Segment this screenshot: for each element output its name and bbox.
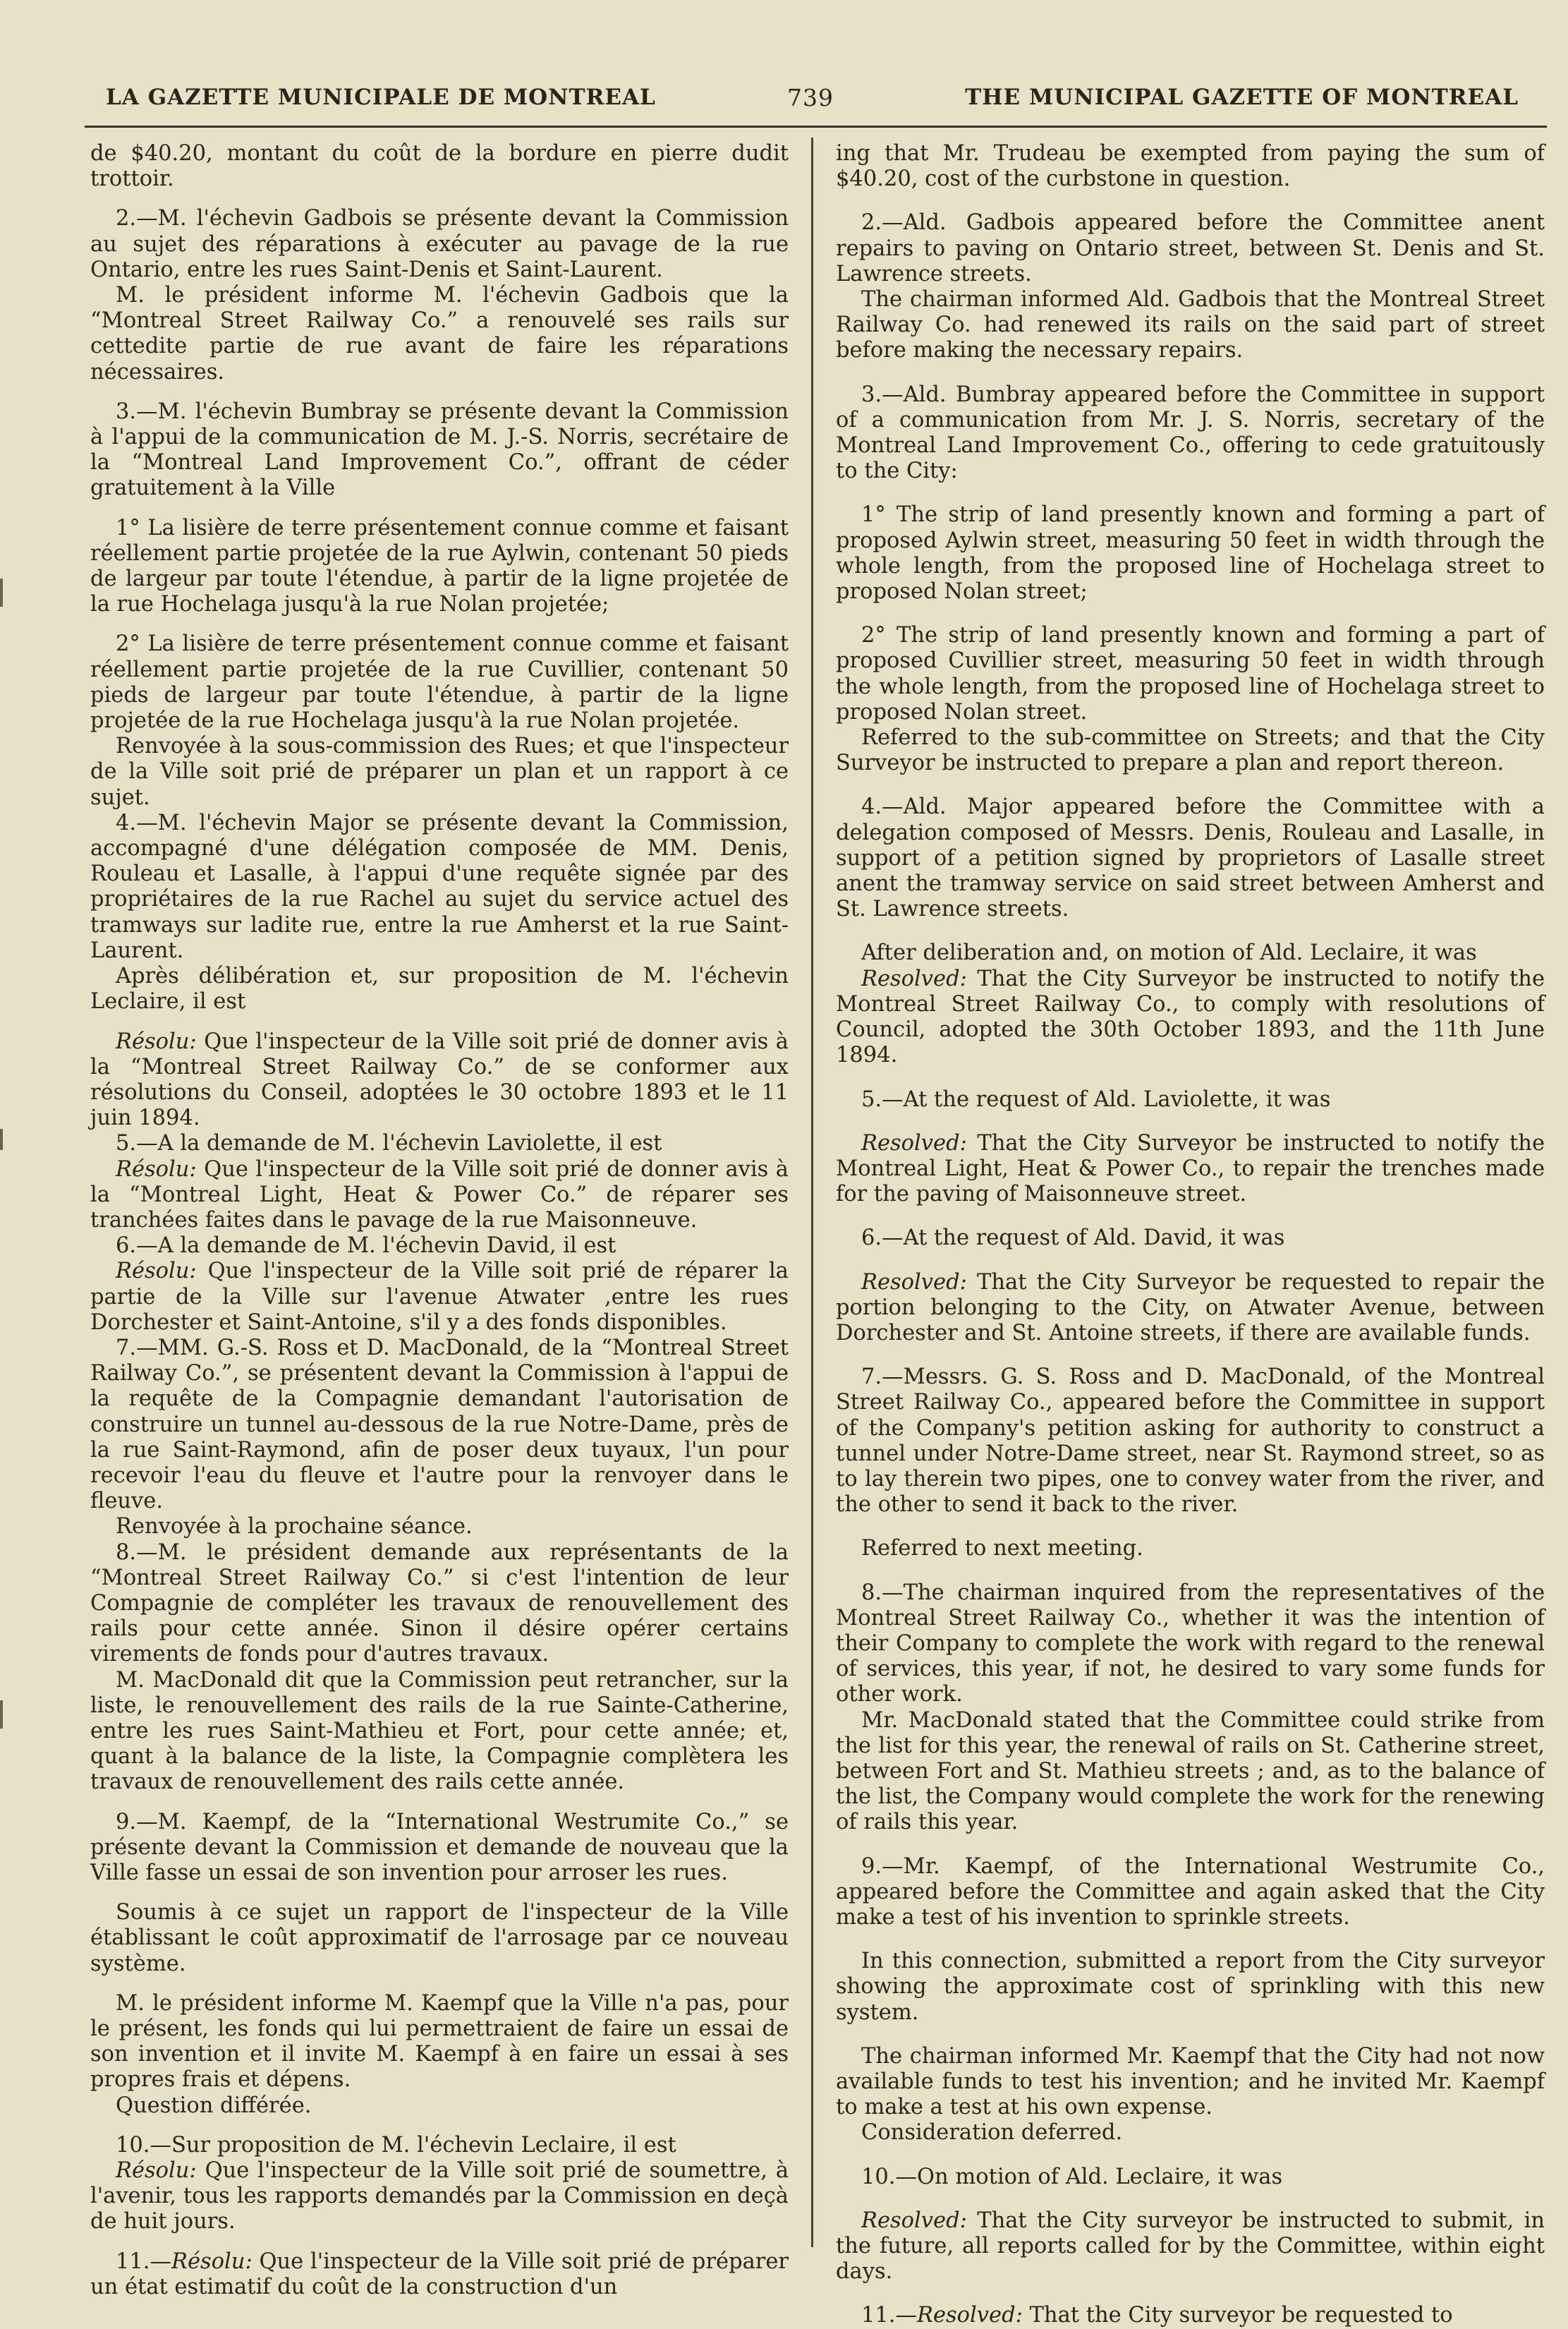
page-number: 739 <box>787 83 834 111</box>
paragraph: Question différée. <box>116 2093 312 2118</box>
paragraph: M. le président informe M. l'échevin Gadbois que la “Montreal Street Railway Co.” a renouvelé ses rails sur cettedite partie de rue avant de faire les réparations nécessaires. <box>90 283 789 385</box>
paragraph: 2° La lisière de terre présentement connue comme et faisant réellement partie projetée de la rue Cuvillier, contenant 50 pieds de largeur par toute l'étendue, à partir de la ligne projetée de la rue Hochelaga jusqu'à la rue Nolan projetée. <box>90 631 789 734</box>
resolution-keyword: Resolved: <box>917 2303 1023 2328</box>
paragraph: M. MacDonald dit que la Commission peut retrancher, sur la liste, le renouvellement des rails de la rue Sainte-Catherine, entre les rues Saint-Mathieu et Fort, pour cette année; et, quant à la balance de la liste, la Compagnie complètera les travaux de renouvellement des rails cette année. <box>90 1667 789 1795</box>
paragraph: 9.—M. Kaempf, de la “International Westrumite Co.,” se présente devant la Commission et demande de nouveau que la Ville fasse un essai de son invention pour arroser les rues. <box>90 1809 789 1885</box>
resolution-keyword: Résolu: <box>116 1156 197 1182</box>
paragraph: 8.—M. le président demande aux représentants de la “Montreal Street Railway Co.” si c'est l'intention de leur Compagnie de compléter les travaux de renouvellement des rails pour cette année. Sinon il désire opérer certains virements de fonds pour d'autres travaux. <box>90 1539 789 1667</box>
paragraph: Resolved: That the City Surveyor be instructed to notify the Montreal Street Railway Co., to comply with resolutions of Council, adopted the 30th October 1893, and the 11th June 1894. <box>836 966 1545 1068</box>
paragraph: 10.—Sur proposition de M. l'échevin Leclaire, il est <box>116 2132 676 2158</box>
paragraph: Soumis à ce sujet un rapport de l'inspecteur de la Ville établissant le coût approximatif de l'arrosage par ce nouveau système. <box>90 1900 789 1976</box>
paragraph: Resolved: That the City surveyor be instructed to submit, in the future, all reports called for by the Committee, within eight days. <box>836 2208 1545 2285</box>
header-rule <box>85 126 1547 128</box>
resolution-keyword: Résolu: <box>116 1259 197 1284</box>
paragraph: 7.—MM. G.-S. Ross et D. MacDonald, de la “Montreal Street Railway Co.”, se présentent devant la Commission à l'appui de la requête de la Compagnie demandant l'autorisation de construire un tunnel au-dessous de la rue Notre-Dame, près de la rue Saint-Raymond, afin de poser deux tuyaux, l'un pour recevoir l'eau du fleuve et l'autre pour la renvoyer dans le fleuve. <box>90 1335 789 1514</box>
paragraph: Résolu: Que l'inspecteur de la Ville soit prié de donner avis à la “Montreal Street Railway Co.” de se conformer aux résolutions du Conseil, adoptées le 30 octobre 1893 et le 11 juin 1894. <box>90 1029 789 1131</box>
paragraph: M. le président informe M. Kaempf que la Ville n'a pas, pour le présent, les fonds qui lui permettraient de faire un essai de son invention et il invite M. Kaempf à en faire un essai à ses propres frais et dépens. <box>90 1990 789 2093</box>
paragraph: Consideration deferred. <box>861 2120 1123 2146</box>
paragraph: 2° The strip of land presently known and forming a part of proposed Cuvillier street, measuring 50 feet in width through the whole length, from the proposed line of Hochelaga street to proposed Nolan street. <box>836 623 1545 725</box>
paragraph: 2.—M. l'échevin Gadbois se présente devant la Commission au sujet des réparations à exécuter au pavage de la rue Ontario, entre les rues Saint-Denis et Saint-Laurent. <box>90 206 789 282</box>
paragraph: 10.—On motion of Ald. Leclaire, it was <box>861 2164 1283 2189</box>
paragraph: 5.—A la demande de M. l'échevin Laviolette, il est <box>116 1131 662 1156</box>
paragraph: Resolved: That the City Surveyor be instructed to notify the Montreal Light, Heat & Power Co., to repair the trenches made for the paving of Maisonneuve street. <box>836 1130 1545 1207</box>
paragraph: In this connection, submitted a report from the City surveyor showing the approximate cost of sprinkling with this new system. <box>836 1949 1545 2025</box>
column-divider <box>811 138 813 2247</box>
paragraph: ing that Mr. Trudeau be exempted from paying the sum of $40.20, cost of the curbstone in question. <box>836 141 1545 192</box>
paragraph: Referred to the sub-committee on Streets; and that the City Surveyor be instructed to prepare a plan and report thereon. <box>836 725 1545 776</box>
paragraph: 11.—Resolved: That the City surveyor be requested to <box>861 2303 1453 2328</box>
margin-mark <box>0 579 3 607</box>
resolution-keyword: Resolved: <box>861 966 967 991</box>
paragraph: The chairman informed Ald. Gadbois that the Montreal Street Railway Co. had renewed its rails on the said part of street before making the necessary repairs. <box>836 287 1545 363</box>
paragraph: 3.—M. l'échevin Bumbray se présente devant la Commission à l'appui de la communication de M. J.-S. Norris, secrétaire de la “Montreal Land Improvement Co.”, offrant de céder gratuitement à la Ville <box>90 399 789 501</box>
paragraph: Après délibération et, sur proposition de M. l'échevin Leclaire, il est <box>90 964 789 1015</box>
paragraph: Renvoyée à la prochaine séance. <box>116 1514 473 1539</box>
paragraph: 11.—Résolu: Que l'inspecteur de la Ville soit prié de préparer un état estimatif du coût de la construction d'un <box>90 2249 789 2299</box>
paragraph: Mr. MacDonald stated that the Committee could strike from the list for this year, the renewal of rails on St. Catherine street, between Fort and St. Mathieu streets ; and, as to the balance of the list, the Company would complete the work for the renewing of rails this year. <box>836 1707 1545 1835</box>
paragraph: Resolved: That the City Surveyor be requested to repair the portion belonging to the City, on Atwater Avenue, between Dorchester and St. Antoine streets, if there are available funds. <box>836 1269 1545 1345</box>
header-french-title: LA GAZETTE MUNICIPALE DE MONTREAL <box>106 85 656 110</box>
resolution-keyword: Resolved: <box>861 1269 967 1295</box>
margin-mark <box>0 1129 3 1150</box>
paragraph: After deliberation and, on motion of Ald. Leclaire, it was <box>861 940 1477 966</box>
resolution-keyword: Resolved: <box>861 2208 967 2233</box>
resolution-keyword: Résolu: <box>116 1029 197 1054</box>
paragraph: de $40.20, montant du coût de la bordure en pierre dudit trottoir. <box>90 141 789 192</box>
paragraph: 9.—Mr. Kaempf, of the International Westrumite Co., appeared before the Committee and again asked that the City make a test of his invention to sprinkle streets. <box>836 1853 1545 1930</box>
paragraph: Renvoyée à la sous-commission des Rues; et que l'inspecteur de la Ville soit prié de préparer un plan et un rapport à ce sujet. <box>90 734 789 810</box>
page-header <box>106 76 1519 119</box>
resolution-keyword: Resolved: <box>861 1130 967 1156</box>
paragraph: Résolu: Que l'inspecteur de la Ville soit prié de soumettre, à l'avenir, tous les rapports demandés par la Commission en deçà de huit jours. <box>90 2158 789 2234</box>
french-column <box>90 141 789 2300</box>
resolution-keyword: Résolu: <box>116 2158 197 2184</box>
paragraph: 3.—Ald. Bumbray appeared before the Committee in support of a communication from Mr. J. S. Norris, secretary of the Montreal Land Improvement Co., offering to cede gratuitously to the City: <box>836 382 1545 484</box>
paragraph: Résolu: Que l'inspecteur de la Ville soit prié de donner avis à la “Montreal Light, Heat & Power Co.” de réparer ses tranchées faites dans le pavage de la rue Maisonneuve. <box>90 1156 789 1233</box>
paragraph: 6.—A la demande de M. l'échevin David, il est <box>116 1233 616 1259</box>
paragraph: 2.—Ald. Gadbois appeared before the Committee anent repairs to paving on Ontario street, between St. Denis and St. Lawrence streets. <box>836 210 1545 286</box>
resolution-keyword: Résolu: <box>171 2249 253 2274</box>
paragraph: 5.—At the request of Ald. Laviolette, it was <box>861 1087 1331 1112</box>
paragraph: 6.—At the request of Ald. David, it was <box>861 1226 1285 1251</box>
paragraph: 4.—Ald. Major appeared before the Committee with a delegation composed of Messrs. Denis, Rouleau and Lasalle, in support of a petition signed by proprietors of Lasalle street anent the tramway service on said street between Amherst and St. Lawrence streets. <box>836 794 1545 922</box>
paragraph: 7.—Messrs. G. S. Ross and D. MacDonald, of the Montreal Street Railway Co., appeared before the Committee in support of the Company's petition asking for authority to construct a tunnel under Notre-Dame street, near St. Raymond street, so as to lay therein two pipes, one to convey water from the river, and the other to send it back to the river. <box>836 1365 1545 1518</box>
paragraph: The chairman informed Mr. Kaempf that the City had not now available funds to test his invention; and he invited Mr. Kaempf to make a test at his own expense. <box>836 2043 1545 2120</box>
paragraph: Referred to next meeting. <box>861 1536 1143 1561</box>
english-column <box>836 141 1545 2329</box>
paragraph: 8.—The chairman inquired from the representatives of the Montreal Street Railway Co., whether it was the intention of their Company to complete the work with regard to the renewal of services, this year, if not, he desired to vary some funds for other work. <box>836 1580 1545 1707</box>
paragraph: 4.—M. l'échevin Major se présente devant la Commission, accompagné d'une délégation composée de MM. Denis, Rouleau et Lasalle, à l'appui d'une requête signée par des propriétaires de la rue Rachel au sujet du service actuel des tramways sur ladite rue, entre la rue Amherst et la rue Saint-Laurent. <box>90 810 789 963</box>
paragraph: 1° The strip of land presently known and forming a part of proposed Aylwin street, measuring 50 feet in width through the whole length, from the proposed line of Hochelaga street to proposed Nolan street; <box>836 502 1545 605</box>
paragraph: Résolu: Que l'inspecteur de la Ville soit prié de réparer la partie de la Ville sur l'avenue Atwater ,entre les rues Dorchester et Saint-Antoine, s'il y a des fonds disponibles. <box>90 1259 789 1335</box>
header-english-title: THE MUNICIPAL GAZETTE OF MONTREAL <box>965 85 1519 110</box>
paragraph: 1° La lisière de terre présentement connue comme et faisant réellement partie projetée de la rue Aylwin, contenant 50 pieds de largeur par toute l'étendue, à partir de la ligne projetée de la rue Hochelaga jusqu'à la rue Nolan projetée; <box>90 515 789 617</box>
margin-mark <box>0 1700 3 1729</box>
